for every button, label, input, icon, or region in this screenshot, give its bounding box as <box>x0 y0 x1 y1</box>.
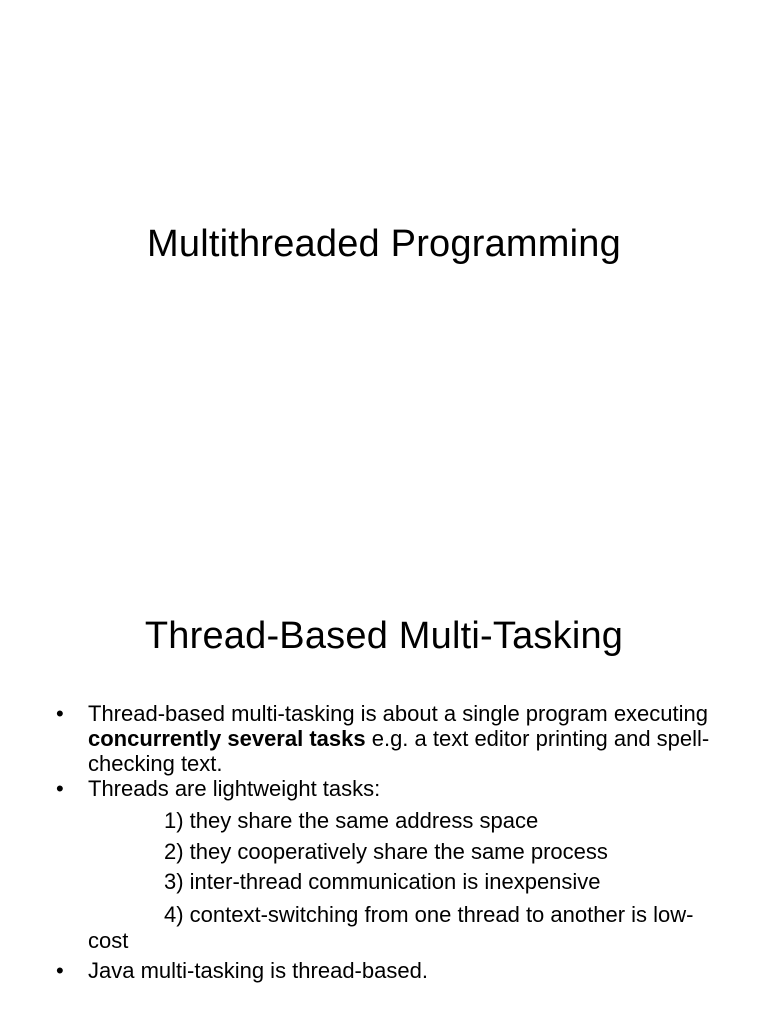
bullet-icon: • <box>56 957 64 983</box>
bold-emphasis: concurrently several tasks <box>88 726 366 751</box>
bullet-icon: • <box>56 701 64 726</box>
sub-item: 1) they share the same address space <box>164 808 539 833</box>
bullet-item <box>56 958 726 983</box>
bullet-text: Thread-based multi-tasking is about a single program executing <box>88 701 708 726</box>
bullet-icon: • <box>56 776 64 801</box>
slide-title: Multithreaded Programming <box>147 223 621 265</box>
bullet-list <box>56 701 726 983</box>
sub-item: 2) they cooperatively share the same process <box>164 838 608 864</box>
sub-item: 4) context-switching from one thread to another is low-cost <box>88 901 694 953</box>
bullet-text: Threads are lightweight tasks: <box>88 776 381 801</box>
bullet-item <box>56 701 726 776</box>
slide-title: Thread-Based Multi-Tasking <box>144 615 624 657</box>
bullet-text: e.g. a text editor printing and spell-checking text. <box>88 726 710 776</box>
bullet-text: Java multi-tasking is thread-based. <box>88 957 428 983</box>
slide-thread-based-multitasking <box>0 576 768 1024</box>
bullet-item <box>56 776 726 954</box>
sub-item: 3) inter-thread communication is inexpensive <box>164 869 601 894</box>
